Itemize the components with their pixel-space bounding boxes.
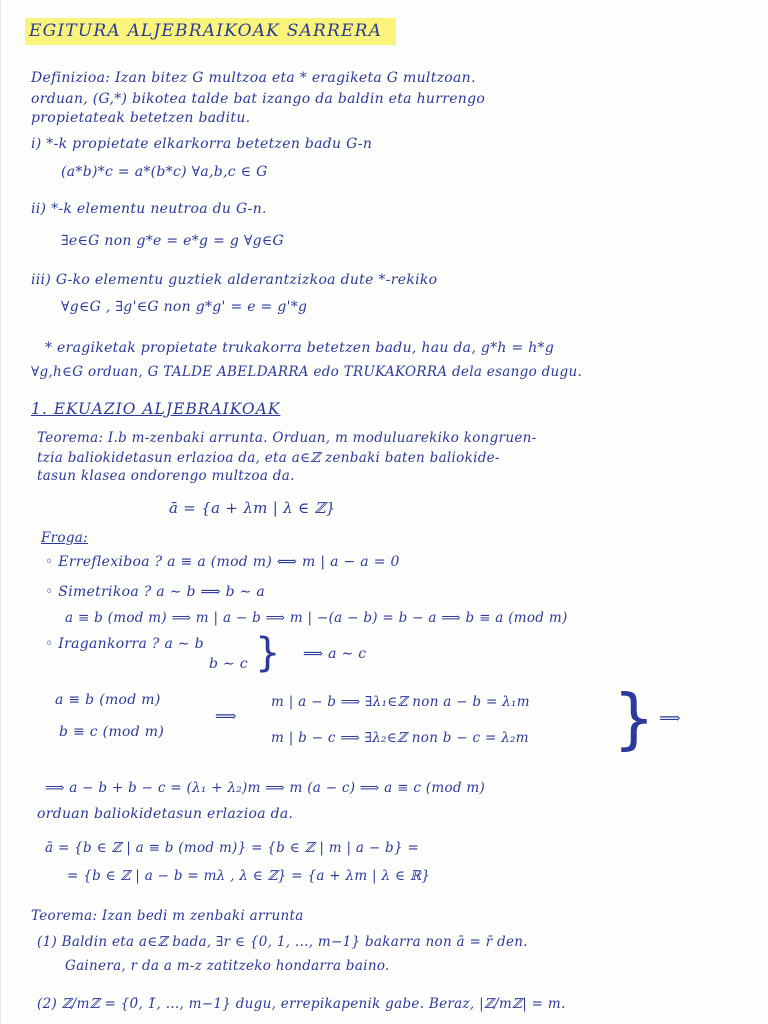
- theorem-2: Teorema: Izan bedi m zenbaki arrunta: [31, 908, 304, 924]
- commutative-line-2: ∀g,h∈G orduan, G TALDE ABELDARRA edo TRUKAKORRA dela esango dugu.: [31, 364, 583, 380]
- symmetric-proof: a ≡ b (mod m) ⟹ m | a − b ⟹ m | −(a − b) = b − a ⟹ b ≡ a (mod m): [65, 610, 568, 626]
- property-3: iii) G-ko elementu guztiek alderantzizkoa dute *-rekiko: [31, 272, 438, 288]
- arrow-implies: ⟹: [215, 707, 237, 725]
- theorem-2-part-1b: Gainera, r da a m-z zatitzeko hondarra baino.: [65, 958, 390, 974]
- property-3-formula: ∀g∈G , ∃g'∈G non g*g' = e = g'*g: [61, 299, 308, 315]
- class-expansion-2: = {b ∈ ℤ | a − b = mλ , λ ∈ ℤ} = {a + λm | λ ∈ ℝ}: [67, 868, 431, 884]
- arrow-implies-2: ⟹: [659, 709, 681, 727]
- property-2: ii) *-k elementu neutroa du G-n.: [31, 201, 267, 217]
- theorem-1-line-3: tasun klasea ondorengo multzoa da.: [37, 468, 295, 484]
- theorem-2-part-2: (2) ℤ/mℤ = {0̄, 1̄, ..., m−1} dugu, errepikapenik gabe. Beraz, |ℤ/mℤ| = m.: [37, 996, 566, 1012]
- conclusion-line-2: orduan baliokidetasun erlazioa da.: [37, 806, 294, 822]
- section-heading: 1. EKUAZIO ALJEBRAIKOAK: [31, 400, 281, 418]
- brace-large: }: [613, 680, 655, 757]
- property-2-formula: ∃e∈G non g*e = e*g = g ∀g∈G: [61, 233, 285, 249]
- transitive-line-2: b ∼ c: [209, 656, 248, 672]
- theorem-2-part-1: (1) Baldin eta a∈ℤ bada, ∃r ∈ {0, 1, ..., m−1} bakarra non ā = r̄ den.: [37, 934, 528, 950]
- theorem-1-line-2: tzia baliokidetasun erlazioa da, eta a∈ℤ zenbaki baten baliokide-: [37, 450, 500, 466]
- page-title: EGITURA ALJEBRAIKOAK SARRERA: [25, 18, 396, 45]
- divides-ab: m | a − b ⟹ ∃λ₁∈ℤ non a − b = λ₁m: [271, 694, 530, 710]
- commutative-line-1: * eragiketak propietate trukakorra betetzen badu, hau da, g*h = h*g: [45, 340, 555, 356]
- transitive-implication: ⟹ a ∼ c: [303, 646, 367, 662]
- property-1: i) *-k propietate elkarkorra betetzen badu G-n: [31, 136, 373, 152]
- reflexive-line: ◦ Erreflexiboa ? a ≡ a (mod m) ⟺ m | a − a = 0: [45, 554, 400, 570]
- transitive-line: ◦ Iragankorra ? a ∼ b: [45, 636, 204, 652]
- class-expansion-1: ā = {b ∈ ℤ | a ≡ b (mod m)} = {b ∈ ℤ | m | a − b} =: [45, 840, 420, 856]
- cong-bc: b ≡ c (mod m): [59, 724, 165, 740]
- definition-line-1: Definizioa: Izan bitez G multzoa eta * eragiketa G multzoan.: [31, 70, 476, 86]
- cong-ab: a ≡ b (mod m): [55, 692, 161, 708]
- definition-line-3: propietateak betetzen baditu.: [31, 110, 251, 126]
- brace-small: }: [255, 630, 281, 676]
- theorem-1-line-1: Teorema: I.b m-zenbaki arrunta. Orduan, m moduluarekiko kongruen-: [37, 430, 537, 446]
- proof-label: Froga:: [41, 530, 88, 546]
- property-1-formula: (a*b)*c = a*(b*c) ∀a,b,c ∈ G: [61, 164, 268, 180]
- divides-bc: m | b − c ⟹ ∃λ₂∈ℤ non b − c = λ₂m: [271, 730, 529, 746]
- conclusion-line-1: ⟹ a − b + b − c = (λ₁ + λ₂)m ⟹ m (a − c) ⟹ a ≡ c (mod m): [45, 780, 486, 796]
- definition-line-2: orduan, (G,*) bikotea talde bat izango da baldin eta hurrengo: [31, 91, 486, 107]
- symmetric-line: ◦ Simetrikoa ? a ∼ b ⟹ b ∼ a: [45, 584, 266, 600]
- class-formula: ā = {a + λm | λ ∈ ℤ}: [169, 499, 336, 517]
